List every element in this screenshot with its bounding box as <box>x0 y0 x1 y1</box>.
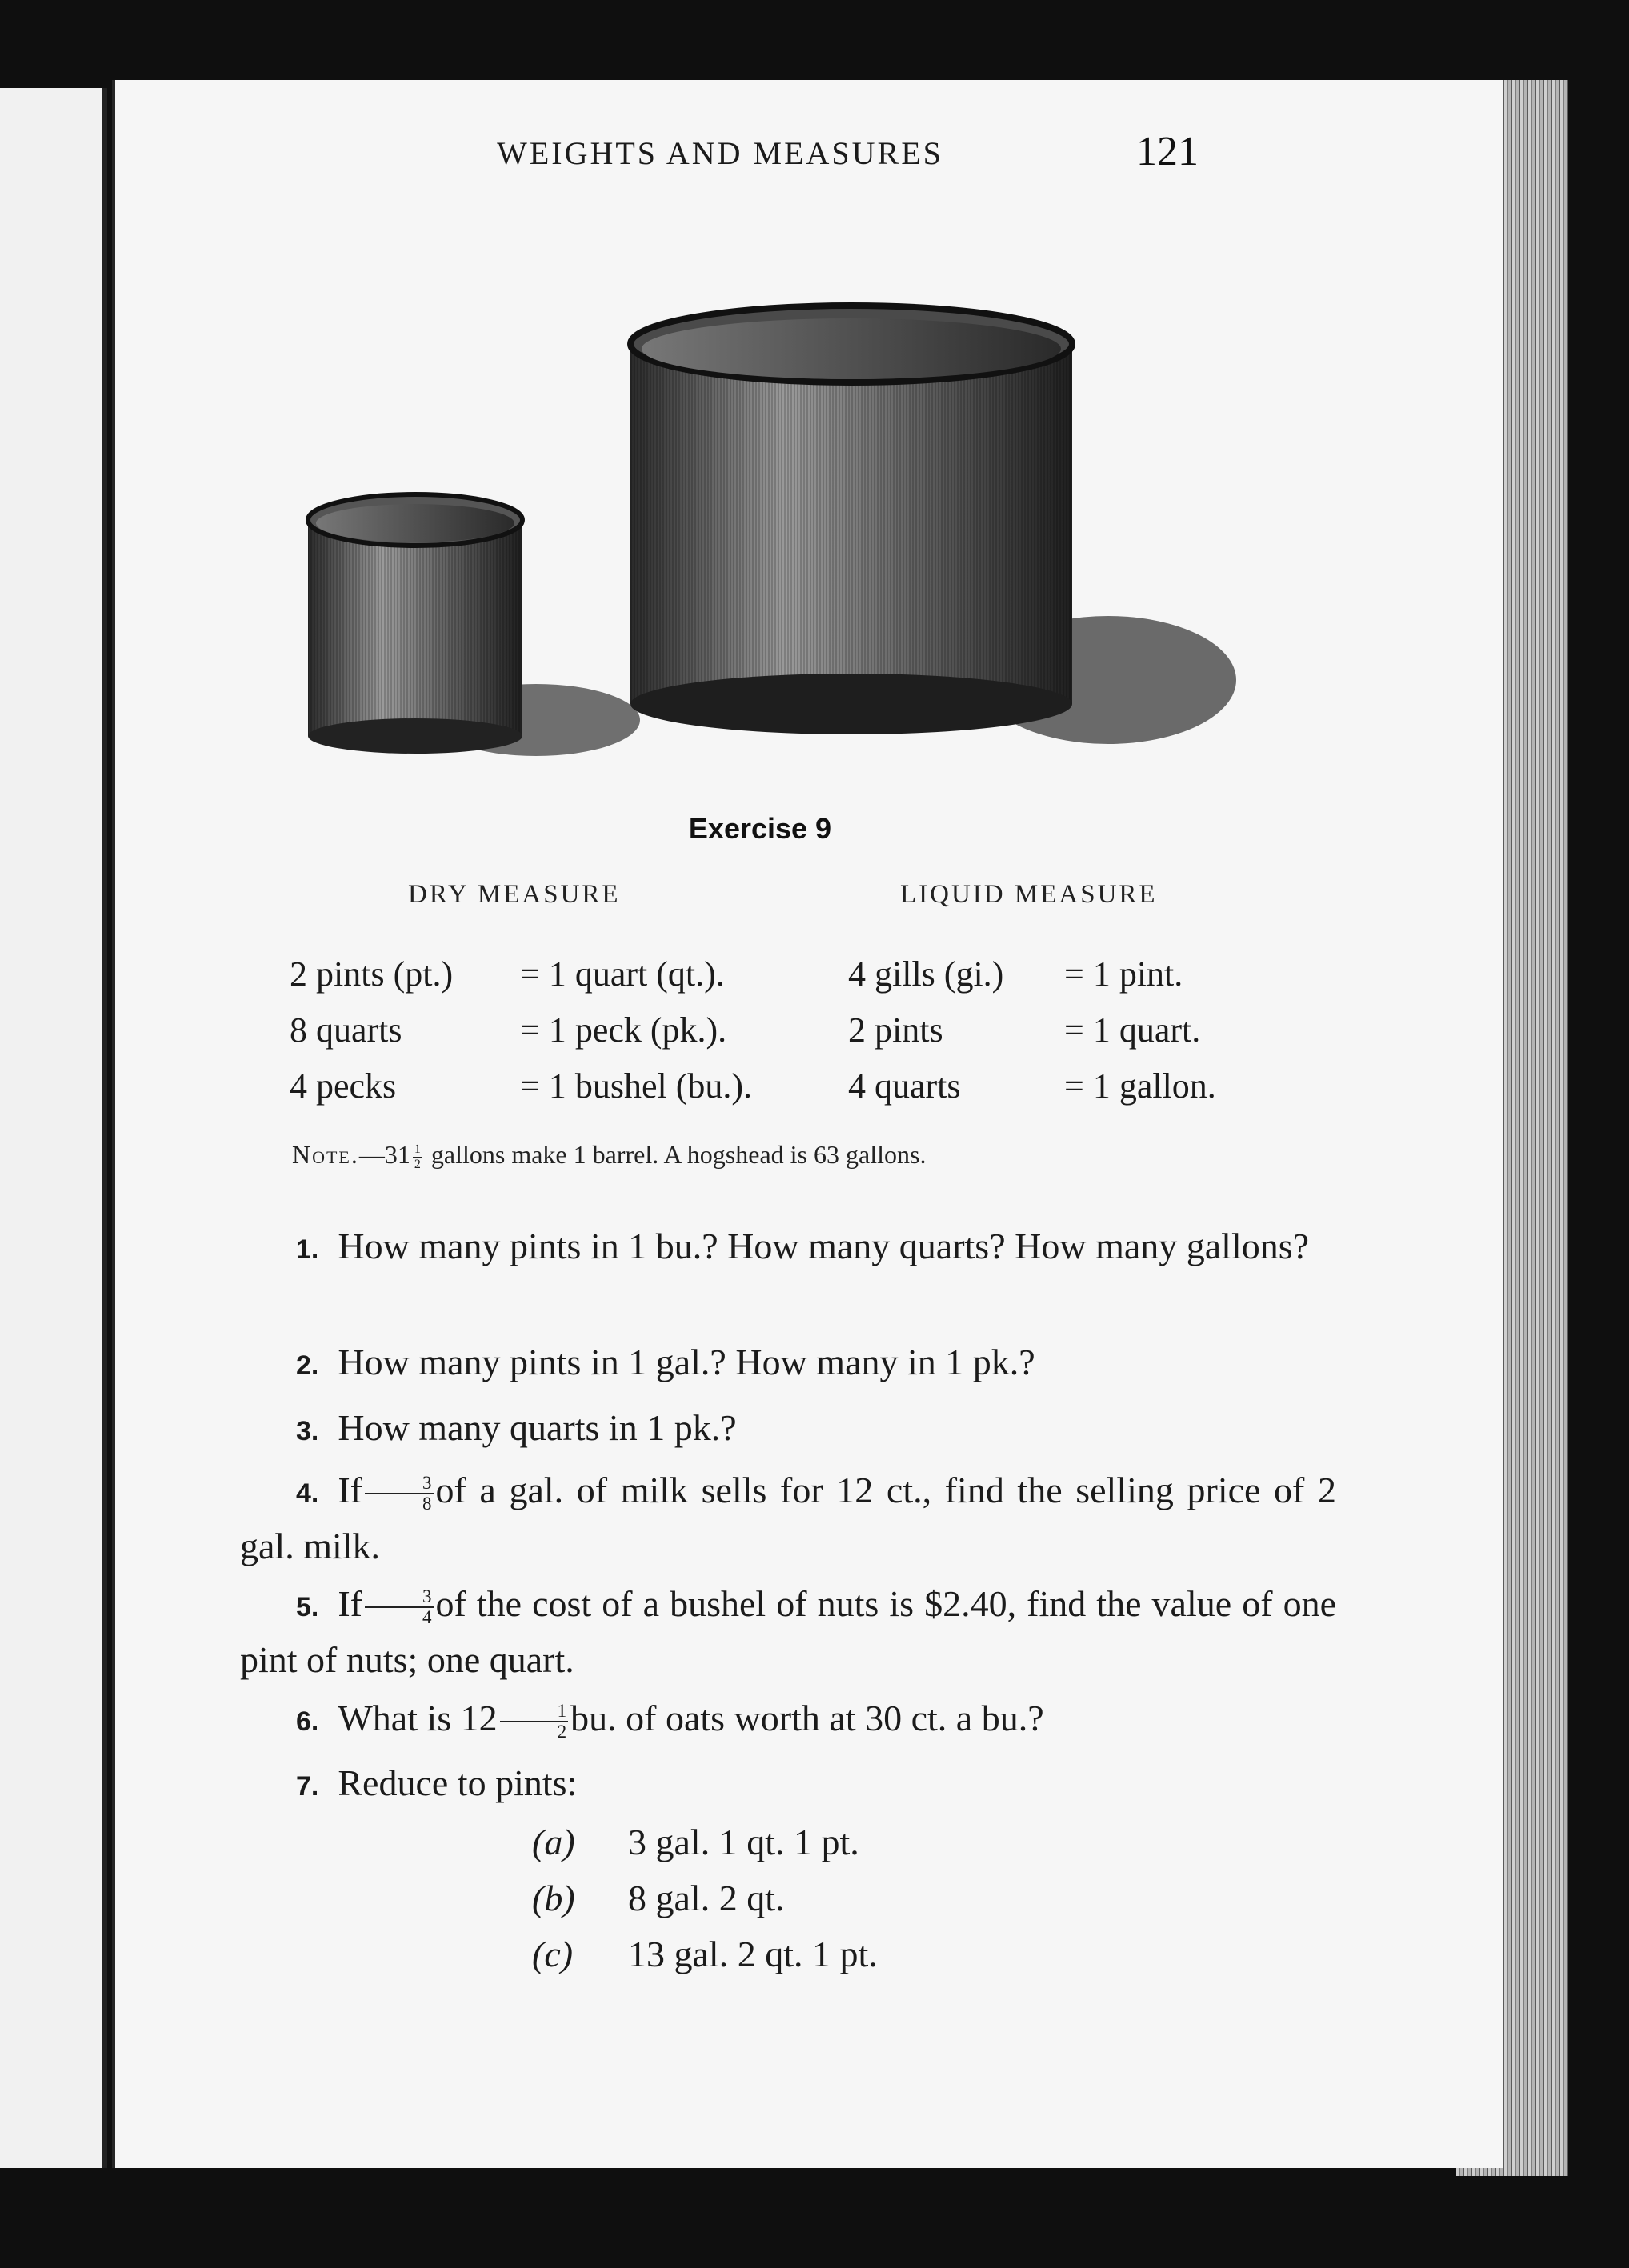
dry-row-2-right: = 1 peck (pk.). <box>520 1010 727 1050</box>
dry-measure-heading: DRY MEASURE <box>408 880 621 909</box>
note-whole: 31 <box>384 1140 410 1169</box>
subitem-a: (a) 3 gal. 1 qt. 1 pt. <box>532 1822 859 1862</box>
dry-row-2-left: 8 quarts <box>290 1010 402 1050</box>
page-number: 121 <box>1136 129 1199 174</box>
liquid-row-1-left: 4 gills (gi.) <box>848 954 1004 994</box>
question-6: 6. What is 12 $\frac{1}{2}$ bu. of oats worth at 30 ct. a bu.? <box>296 1698 1044 1742</box>
measure-containers-illustration <box>272 288 1312 816</box>
fraction: $\frac{1}{2}$ <box>500 1702 569 1742</box>
subitem-c: (c) 13 gal. 2 qt. 1 pt. <box>532 1934 878 1974</box>
running-head: WEIGHTS AND MEASURES <box>497 135 943 171</box>
question-1: 1. How many pints in 1 bu.? How many quarts? How many gallons? <box>296 1226 1310 1266</box>
question-number: 6. <box>296 1706 319 1737</box>
question-4: 4. If $\frac{3}{8}$ of a gal. of milk sells for 12 ct., find the selling price of 2 gal. milk. <box>240 1470 1336 1566</box>
dry-row-1-right: = 1 quart (qt.). <box>520 954 725 994</box>
subitem-label: (c) <box>532 1934 574 1974</box>
exercise-title: Exercise 9 <box>688 812 832 845</box>
liquid-row-3-left: 4 quarts <box>848 1066 961 1106</box>
left-page-edge <box>0 88 107 2168</box>
subitem-b: (b) 8 gal. 2 qt. <box>532 1878 785 1918</box>
dry-row-3-left: 4 pecks <box>290 1066 397 1106</box>
note-dash: — <box>358 1140 385 1169</box>
liquid-measure-heading: LIQUID MEASURE <box>900 880 1158 909</box>
liquid-row-2-right: = 1 quart. <box>1064 1010 1201 1050</box>
liquid-row-3-right: = 1 gallon. <box>1064 1066 1216 1106</box>
question-number: 1. <box>296 1234 319 1265</box>
fraction: $\frac{3}{4}$ <box>365 1587 434 1627</box>
question-number: 5. <box>296 1592 319 1622</box>
note-fraction: $\frac{1}{2}$ <box>414 1142 421 1171</box>
note-label: Note. <box>292 1140 359 1169</box>
small-container-icon <box>308 494 522 754</box>
question-number: 4. <box>296 1478 319 1509</box>
question-number: 3. <box>296 1416 319 1446</box>
liquid-row-1-right: = 1 pint. <box>1064 954 1183 994</box>
question-number: 2. <box>296 1350 319 1381</box>
note-text <box>292 1140 926 1171</box>
dry-row-3-right: = 1 bushel (bu.). <box>520 1066 752 1106</box>
dry-row-1-left: 2 pints (pt.) <box>290 954 454 994</box>
fraction: $\frac{3}{8}$ <box>365 1474 434 1514</box>
question-2: 2. How many pints in 1 gal.? How many in 1 pk.? <box>296 1342 1035 1382</box>
liquid-row-2-left: 2 pints <box>848 1010 943 1050</box>
question-5: 5. If $\frac{3}{4}$ of the cost of a bushel of nuts is $2.40, find the value of one pint of nuts; one quart. <box>240 1583 1336 1680</box>
question-number: 7. <box>296 1771 319 1802</box>
subitem-label: (a) <box>532 1822 575 1862</box>
large-container-icon <box>630 306 1072 734</box>
note-rest: gallons make 1 barrel. A hogshead is 63 gallons. <box>424 1140 927 1169</box>
question-3: 3. How many quarts in 1 pk.? <box>296 1407 737 1448</box>
subitem-label: (b) <box>532 1878 575 1918</box>
question-7: 7. Reduce to pints: <box>296 1762 578 1803</box>
